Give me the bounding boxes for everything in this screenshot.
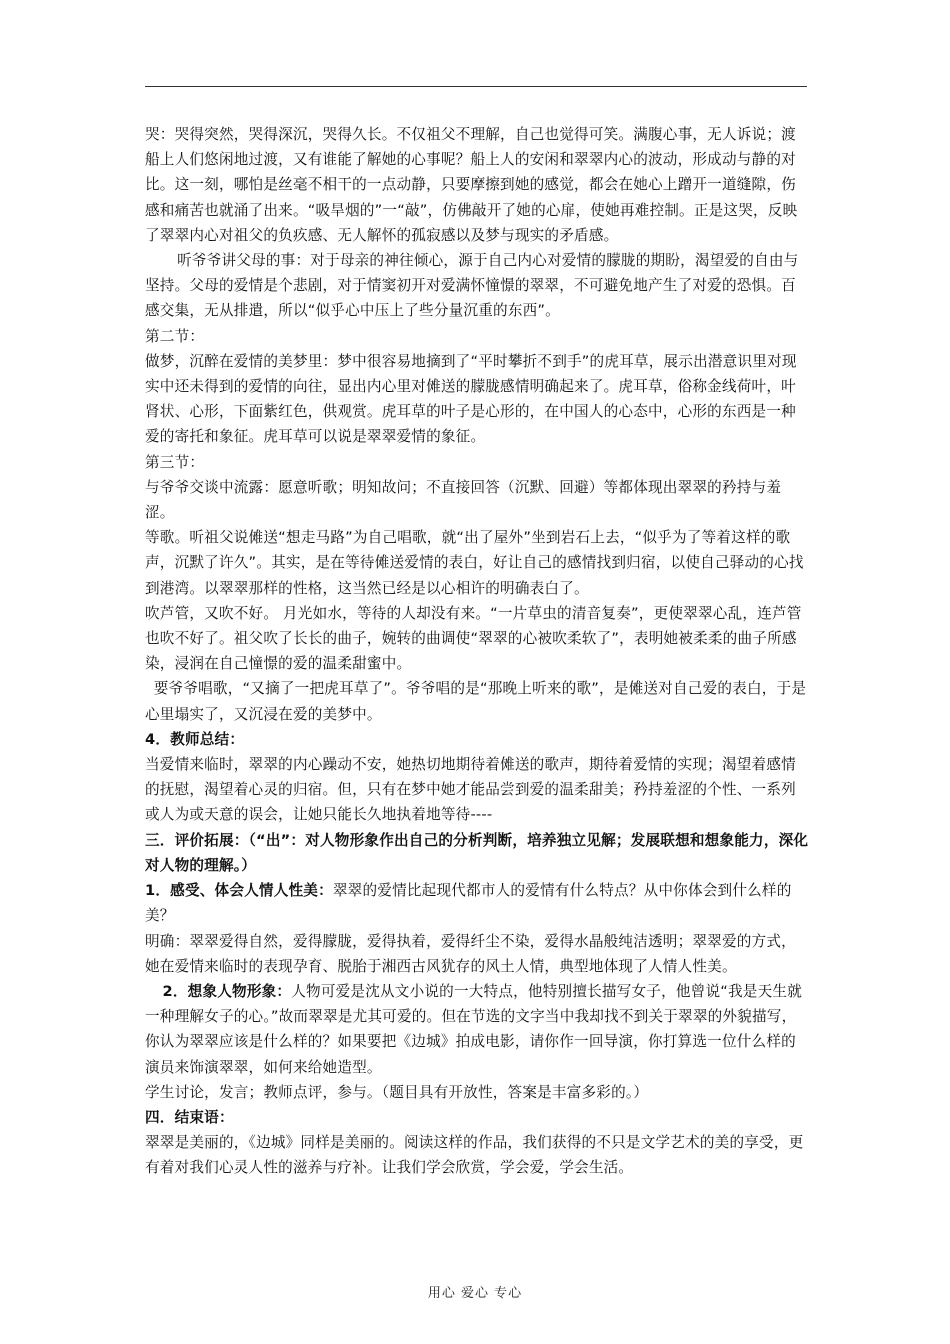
paragraph-cry: 哭：哭得突然，哭得深沉，哭得久长。不仅祖父不理解，自己也觉得可笑。满腹心事，无人诉说；渡船上人们悠闲地过渡，又有谁能了解她的心事呢？船上人的安闲和翠翠内心的波动，形成动与静的对比。这一刻，哪怕是丝毫不相干的一点动静，只要摩擦到她的感觉，都会在她心上蹭开一道缝隙，伤感和痛苦也就涌了出来。“吸旱烟的”一“敲”，仿佛敲开了她的心扉，使她再难控制。正是这哭，反映了翠翠内心对祖父的负疚感、无人解怀的孤寂感以及梦与现实的矛盾感。 bbox=[145, 126, 798, 244]
paragraph-discussion: 学生讨论，发言；教师点评，参与。（题目具有开放性，答案是丰富多彩的。） bbox=[145, 1083, 649, 1101]
heading-teacher-summary: 4．教师总结： bbox=[145, 730, 245, 748]
paragraph-summary: 当爱情来临时，翠翠的内心躁动不安，她热切地期待着傩送的歌声，期待着爱情的实现；渴望着感情的抚慰，渴望着心灵的归宿。但，只有在梦中她才能品尝到爱的温柔甜美；矜持羞涩的个性、一系列或人为或天意的误会，让她只能长久地执着地等待---- bbox=[145, 756, 796, 824]
heading-evaluation: 三．评价拓展：（“出”：对人物形象作出自己的分析判断，培养独立见解；发展联想和想象能力，深化对人物的理解。） bbox=[145, 831, 809, 874]
paragraph-parents-story: 听爷爷讲父母的事：对于母亲的神往倾心，源于自己内心对爱情的朦胧的期盼，渴望爱的自由与坚持。父母的爱情是个悲剧，对于情窦初开对爱满怀憧憬的翠翠，不可避免地产生了对爱的恐惧。百感交集，无从排遣，所以“似乎心中压上了些分量沉重的东西”。 bbox=[145, 252, 799, 320]
section-heading-2: 第二节： bbox=[145, 327, 205, 345]
section-heading-3: 第三节： bbox=[145, 453, 205, 471]
heading-conclusion: 四．结束语： bbox=[145, 1108, 234, 1126]
paragraph-waiting-song: 等歌。听祖父说傩送“想走马路”为自己唱歌，就“出了屋外”坐到岩石上去，“似乎为了等着这样的歌声，沉默了许久”。其实，是在等待傩送爱情的表白，好让自己的感情找到归宿，以使自己驿动的心找到港湾。以翠翠那样的性格，这当然已经是以心相许的明确表白了。 bbox=[145, 529, 804, 597]
paragraph-conclusion: 翠翠是美丽的，《边城》同样是美丽的。阅读这样的作品，我们获得的不只是文学艺术的美的享受，更有着对我们心灵人性的滋养与疗补。让我们学会欣赏，学会爱，学会生活。 bbox=[145, 1134, 804, 1177]
paragraph-conversation: 与爷爷交谈中流露：愿意听歌；明知故问；不直接回答（沉默、回避）等都体现出翠翠的矜持与羞涩。 bbox=[145, 478, 782, 522]
paragraph-dream: 做梦，沉醉在爱情的美梦里：梦中很容易地摘到了“平时攀折不到手”的虎耳草，展示出潜意识里对现实中还未得到的爱情的向往，显出内心里对傩送的朦胧感情明确起来了。虎耳草，俗称金线荷叶，叶肾状、心形，下面紫红色，供观赏。虎耳草的叶子是心形的，在中国人的心态中，心形的东西是一种爱的寄托和象征。虎耳草可以说是翠翠爱情的象征。 bbox=[145, 352, 797, 446]
paragraph-grandpa-sing: 要爷爷唱歌，“又摘了一把虎耳草了”。爷爷唱的是“那晚上听来的歌”，是傩送对自己爱的表白，于是心里塌实了，又沉浸在爱的美梦中。 bbox=[145, 680, 807, 723]
question-1-text: 翠翠的爱情比起现代都市人的爱情有什么特点？从中你体会到什么样的美？ bbox=[145, 882, 792, 925]
question-2-text: 人物可爱是沈从文小说的一大特点，他特别擅长描写女子，他曾说“我是天生就一种理解女子的心。”故而翠翠是尤其可爱的。但在节选的文字当中我却找不到关于翠翠的外貌描写，你认为翠翠应该是什么样的？如果要把《边城》拍成电影，请你作一回导演，你打算选一位什么样的演员来饰演翠翠，如何来给她造型。 bbox=[145, 982, 802, 1076]
paragraph-reed-pipe: 吹芦管，又吹不好。 月光如水，等待的人却没有来。“一片草虫的清音复奏”，更使翠翠心乱，连芦管也吹不好了。祖父吹了长长的曲子，婉转的曲调使“翠翠的心被吹柔软了”，表明她被柔柔的曲子所感染，浸润在自己憧憬的爱的温柔甜蜜中。 bbox=[145, 604, 802, 673]
question-2-lead: 2．想象人物形象： bbox=[162, 982, 292, 1000]
header-rule bbox=[145, 86, 807, 87]
question-1-lead: 1．感受、体会人情人性美： bbox=[145, 882, 333, 900]
paragraph-question-2 bbox=[145, 979, 809, 1080]
body-text bbox=[145, 122, 809, 1181]
paragraph-answer-1: 明确：翠翠爱得自然，爱得朦胧，爱得执着，爱得纤尘不染，爱得水晶般纯洁透明；翠翠爱的方式，她在爱情来临时的表现孕育、脱胎于湘西古风犹存的风土人情，典型地体现了人情人性美。 bbox=[145, 932, 796, 975]
paragraph-question-1 bbox=[145, 878, 809, 928]
page-footer: 用心 爱心 专心 bbox=[427, 1286, 523, 1301]
